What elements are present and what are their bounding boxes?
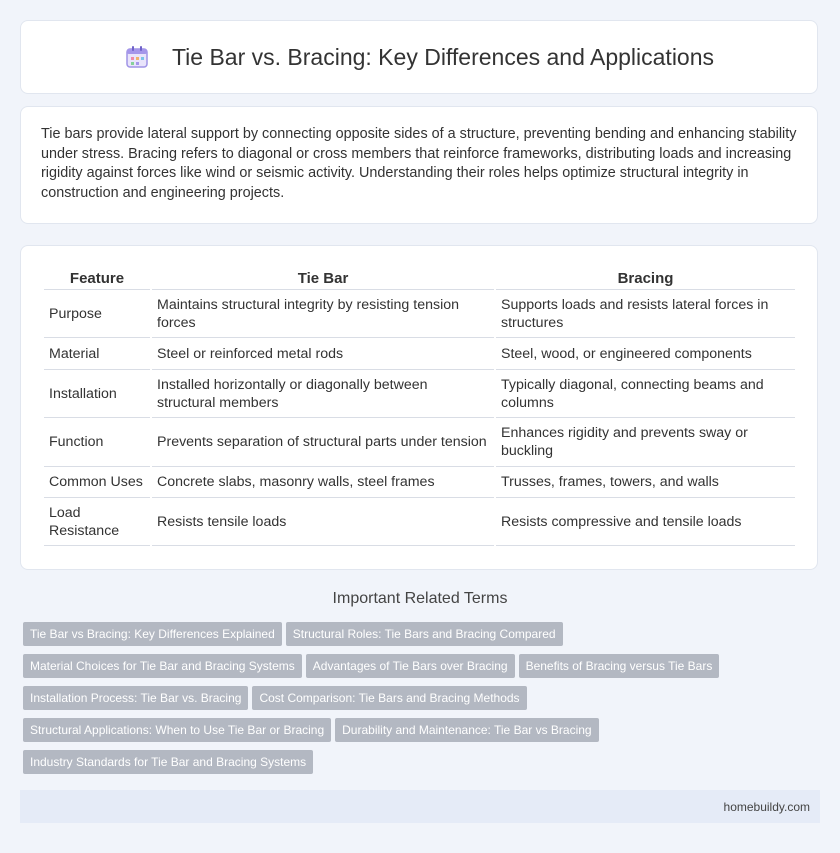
table-row bbox=[44, 370, 795, 418]
cell-feature: Load Resistance bbox=[44, 498, 150, 546]
cell-bracing: Typically diagonal, connecting beams and columns bbox=[496, 370, 795, 418]
related-terms-title: Important Related Terms bbox=[332, 590, 508, 607]
table-row bbox=[44, 338, 795, 370]
cell-bracing: Steel, wood, or engineered components bbox=[496, 338, 795, 370]
related-term-tag[interactable]: Durability and Maintenance: Tie Bar vs Bracing bbox=[335, 718, 598, 742]
header-tie-bar: Tie Bar bbox=[152, 264, 494, 290]
cell-feature: Purpose bbox=[44, 290, 150, 338]
cell-feature: Common Uses bbox=[44, 467, 150, 498]
page-title bbox=[124, 44, 714, 71]
cell-feature: Function bbox=[44, 418, 150, 467]
cell-bracing: Resists compressive and tensile loads bbox=[496, 498, 795, 546]
related-term-tag[interactable]: Tie Bar vs Bracing: Key Differences Explained bbox=[23, 622, 282, 646]
table-row bbox=[44, 418, 795, 467]
table-header-row bbox=[44, 264, 795, 290]
related-term-tag[interactable]: Advantages of Tie Bars over Bracing bbox=[306, 654, 515, 678]
title-card bbox=[20, 20, 818, 94]
page-title-text: Tie Bar vs. Bracing: Key Differences and Applications bbox=[171, 43, 715, 70]
related-term-tag[interactable]: Material Choices for Tie Bar and Bracing Systems bbox=[23, 654, 302, 678]
cell-feature: Installation bbox=[44, 370, 150, 418]
related-term-tag[interactable]: Industry Standards for Tie Bar and Bracing Systems bbox=[23, 750, 313, 774]
cell-tie-bar: Resists tensile loads bbox=[152, 498, 494, 546]
related-term-tag[interactable]: Cost Comparison: Tie Bars and Bracing Methods bbox=[252, 686, 526, 710]
related-term-tag[interactable]: Structural Roles: Tie Bars and Bracing Compared bbox=[286, 622, 563, 646]
table-row bbox=[44, 290, 795, 338]
comparison-table bbox=[42, 264, 797, 546]
cell-tie-bar: Steel or reinforced metal rods bbox=[152, 338, 494, 370]
comparison-card bbox=[20, 245, 818, 570]
cell-tie-bar: Concrete slabs, masonry walls, steel frames bbox=[152, 467, 494, 498]
related-terms-list bbox=[23, 622, 803, 782]
intro-paragraph: Tie bars provide lateral support by connecting opposite sides of a structure, preventing bending and enhancing stability under stress. Bracing refers to diagonal or cross members that reinforce frameworks, distributing loads and increasing rigidity against forces like wind or seismic activity. Understanding their roles helps optimize structural integrity in construction and engineering projects. bbox=[41, 126, 797, 201]
header-bracing: Bracing bbox=[496, 264, 795, 290]
cell-tie-bar: Prevents separation of structural parts under tension bbox=[152, 418, 494, 467]
intro-card bbox=[20, 106, 818, 224]
related-term-tag[interactable]: Installation Process: Tie Bar vs. Bracing bbox=[23, 686, 248, 710]
header-feature: Feature bbox=[44, 264, 150, 290]
table-row bbox=[44, 467, 795, 498]
cell-tie-bar: Installed horizontally or diagonally between structural members bbox=[152, 370, 494, 418]
footer bbox=[20, 790, 820, 823]
footer-site-link[interactable]: homebuildy.com bbox=[723, 799, 810, 814]
cell-bracing: Enhances rigidity and prevents sway or buckling bbox=[496, 418, 795, 467]
cell-tie-bar: Maintains structural integrity by resisting tension forces bbox=[152, 290, 494, 338]
cell-bracing: Trusses, frames, towers, and walls bbox=[496, 467, 795, 498]
cell-feature: Material bbox=[44, 338, 150, 370]
table-row bbox=[44, 498, 795, 546]
cell-bracing: Supports loads and resists lateral forces in structures bbox=[496, 290, 795, 338]
calendar-icon bbox=[124, 44, 150, 70]
related-term-tag[interactable]: Structural Applications: When to Use Tie Bar or Bracing bbox=[23, 718, 331, 742]
related-term-tag[interactable]: Benefits of Bracing versus Tie Bars bbox=[519, 654, 720, 678]
